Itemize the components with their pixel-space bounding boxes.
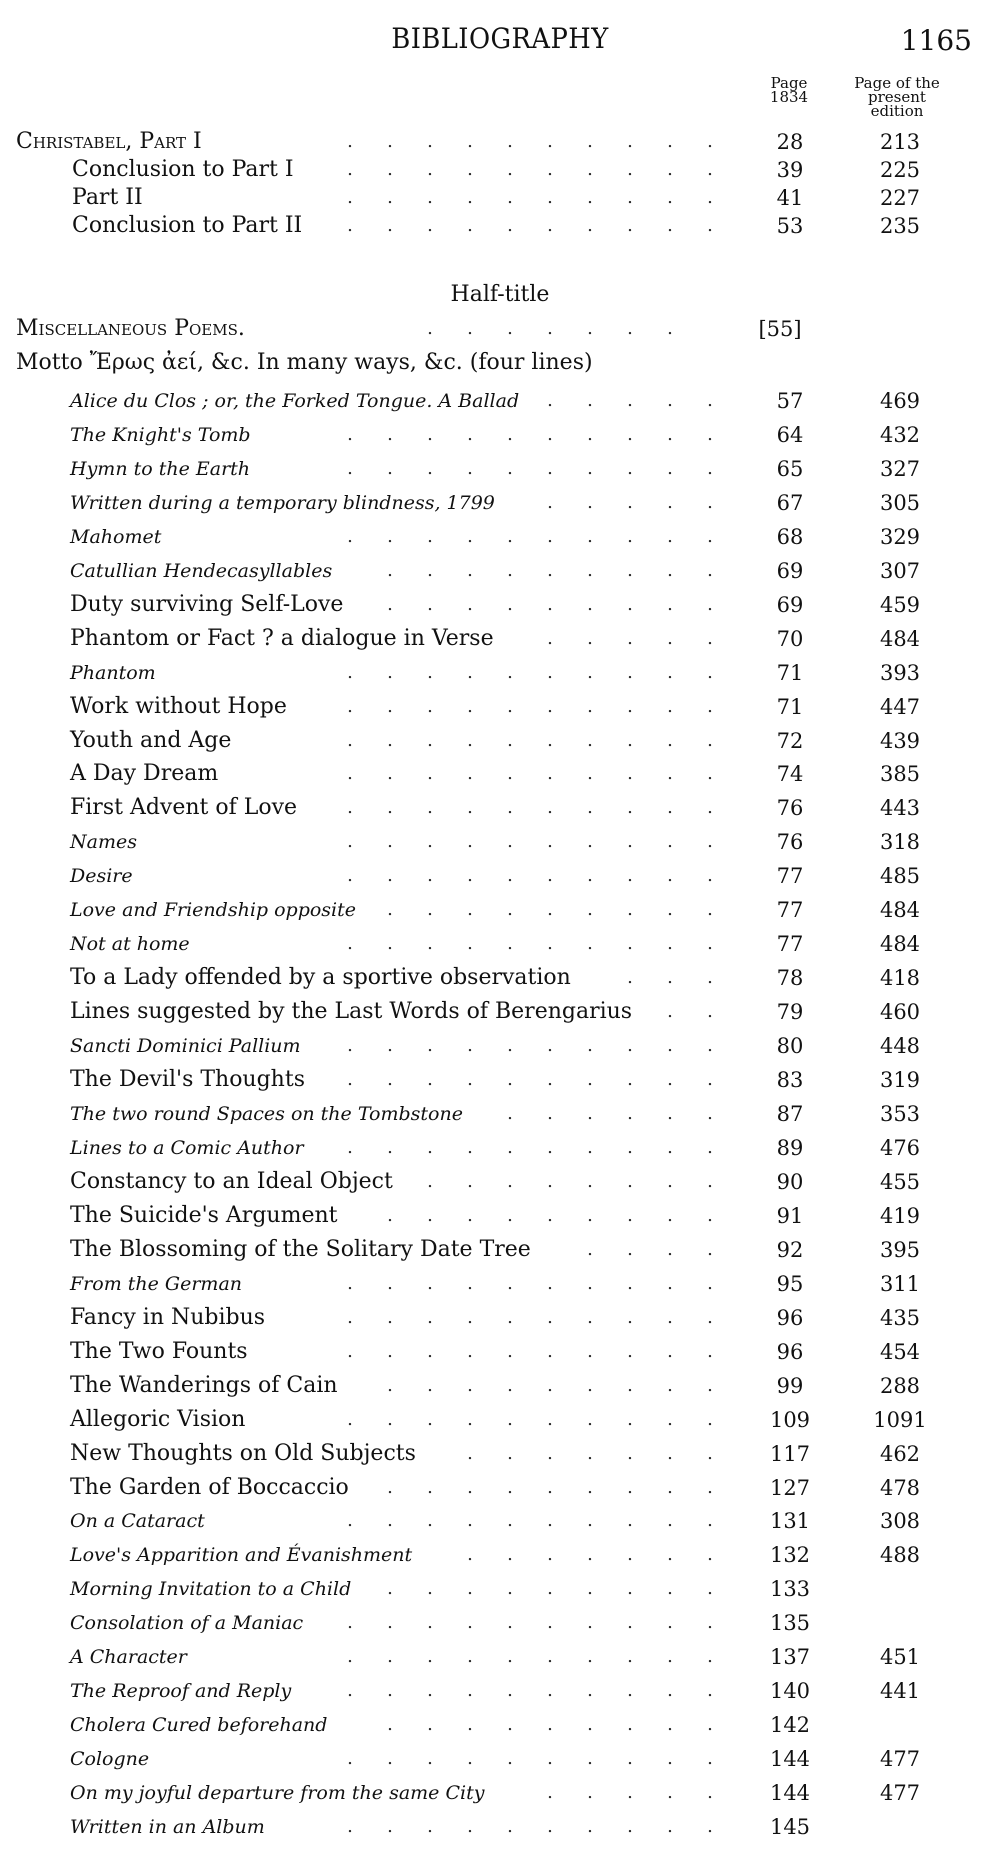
- page-present-edition: 451: [879, 1645, 921, 1669]
- section-half-title: Half-title: [450, 282, 550, 307]
- leader-dots: . . . . . . .: [427, 318, 673, 339]
- entry-title: The Garden of Boccaccio: [70, 1475, 349, 1500]
- page-1834: 127: [769, 1476, 811, 1500]
- page-present-edition: 443: [879, 796, 921, 820]
- page-present-edition: 484: [879, 898, 921, 922]
- leader-dots: . . . . . . . . . .: [347, 1748, 713, 1769]
- page-1834: 77: [776, 898, 804, 922]
- table-row: [0, 1201, 1000, 1231]
- page-1834: 68: [776, 525, 804, 549]
- table-row: [0, 1235, 1000, 1265]
- page-present-edition: 385: [879, 762, 921, 786]
- leader-dots: . . . . . . . . . .: [347, 215, 713, 236]
- table-row: [0, 1099, 1000, 1129]
- page-present-edition: 327: [879, 457, 921, 481]
- page-1834: 71: [776, 661, 804, 685]
- table-row: [0, 386, 1000, 416]
- table-row: [0, 1439, 1000, 1469]
- page-1834: 131: [769, 1509, 811, 1533]
- page-present-edition: 227: [879, 186, 921, 210]
- page-1834: 41: [776, 186, 804, 210]
- page-present-edition: 329: [879, 525, 921, 549]
- page-1834: 67: [776, 491, 804, 515]
- leader-dots: . . . . . . . . .: [387, 899, 713, 920]
- table-row: [0, 1065, 1000, 1095]
- table-row: [0, 1269, 1000, 1299]
- page-present-edition: 213: [879, 130, 921, 154]
- page-present-edition: 395: [879, 1238, 921, 1262]
- page-present-edition: 477: [879, 1747, 921, 1771]
- leader-dots: . . . . . . . . . .: [347, 831, 713, 852]
- leader-dots: . . . . . . . . . .: [347, 730, 713, 751]
- page-present-edition: 460: [879, 1000, 921, 1024]
- page-1834: 80: [776, 1034, 804, 1058]
- table-row: [0, 590, 1000, 620]
- page-1834: 142: [769, 1713, 811, 1737]
- entry-title: Constancy to an Ideal Object: [70, 1169, 393, 1194]
- leader-dots: . .: [667, 1001, 713, 1022]
- table-row: [0, 1473, 1000, 1503]
- leader-dots: . . . . . . . . . .: [347, 1273, 713, 1294]
- page-number: 1165: [900, 24, 972, 57]
- page-1834: 79: [776, 1000, 804, 1024]
- page-1834: 57: [776, 389, 804, 413]
- section-heading-row: [0, 314, 1000, 344]
- page-1834: 76: [776, 830, 804, 854]
- page-present-edition: 476: [879, 1136, 921, 1160]
- leader-dots: . . . . . . . . . .: [347, 1510, 713, 1531]
- entry-title: The Suicide's Argument: [70, 1203, 338, 1228]
- page-present-edition: 448: [879, 1034, 921, 1058]
- table-row: [0, 963, 1000, 993]
- page-present-edition: 459: [879, 593, 921, 617]
- page-1834: 72: [776, 729, 804, 753]
- page-present-edition: 235: [879, 214, 921, 238]
- table-row: [0, 556, 1000, 586]
- leader-dots: . . . . . . . . . .: [347, 865, 713, 886]
- page-1834: 77: [776, 864, 804, 888]
- leader-dots: . . . . . . . . . .: [347, 187, 713, 208]
- entry-title: Phantom: [70, 662, 156, 684]
- entry-title: Names: [70, 831, 137, 853]
- leader-dots: . . . . . . . . . .: [347, 526, 713, 547]
- page-present-edition: 455: [879, 1170, 921, 1194]
- table-row: [0, 1540, 1000, 1570]
- page-present-edition: 469: [879, 389, 921, 413]
- leader-dots: . . . . . . . . . .: [347, 1409, 713, 1430]
- table-row: [0, 211, 1000, 241]
- leader-dots: . . . . .: [547, 628, 713, 649]
- entry-title: Consolation of a Maniac: [70, 1612, 304, 1634]
- table-row: [0, 997, 1000, 1027]
- leader-dots: . . . . . . . . .: [387, 560, 713, 581]
- page-present-edition: 305: [879, 491, 921, 515]
- entry-title: Phantom or Fact ? a dialogue in Verse: [70, 626, 494, 651]
- page-present-edition: 353: [879, 1102, 921, 1126]
- entry-title: A Day Dream: [70, 761, 219, 786]
- page-present-edition: 447: [879, 695, 921, 719]
- entry-title: Youth and Age: [70, 728, 232, 753]
- table-row: [0, 658, 1000, 688]
- table-row: [0, 692, 1000, 722]
- page-present-edition: 435: [879, 1306, 921, 1330]
- leader-dots: . . . . . . . . .: [387, 1578, 713, 1599]
- page-present-edition: 225: [879, 158, 921, 182]
- page-present-edition: 477: [879, 1781, 921, 1805]
- entry-title: The Knight's Tomb: [70, 424, 251, 446]
- leader-dots: . . . . .: [547, 492, 713, 513]
- table-row: [0, 624, 1000, 654]
- entry-title: Not at home: [70, 933, 190, 955]
- leader-dots: . . . . . . . .: [427, 1171, 713, 1192]
- column-header-page-present: Page of the present edition: [854, 74, 940, 120]
- entry-title: The Wanderings of Cain: [70, 1373, 338, 1398]
- page-1834: 144: [769, 1747, 811, 1771]
- page-1834: 70: [776, 627, 804, 651]
- leader-dots: . . . . . . . . . .: [347, 1680, 713, 1701]
- leader-dots: . . . . . . . . .: [387, 1205, 713, 1226]
- leader-dots: . . . . . . . . . .: [347, 1307, 713, 1328]
- entry-title: Love's Apparition and Évanishment: [70, 1544, 413, 1566]
- page-1834: 64: [776, 423, 804, 447]
- leader-dots: . . . . . . . . . .: [347, 662, 713, 683]
- leader-dots: . . . . . . . . .: [387, 594, 713, 615]
- page-1834: 71: [776, 695, 804, 719]
- motto-line: Motto Ἔρως ἀεί, &c. In many ways, &c. (four lines): [16, 350, 593, 375]
- leader-dots: . . . . . . . . . .: [347, 1612, 713, 1633]
- table-row: [0, 1812, 1000, 1842]
- page-present-edition: 439: [879, 729, 921, 753]
- table-row: [0, 929, 1000, 959]
- page-1834: 96: [776, 1340, 804, 1364]
- page-1834: 69: [776, 593, 804, 617]
- leader-dots: . . . . . . . . . .: [347, 797, 713, 818]
- page-present-edition: 484: [879, 627, 921, 651]
- page-1834: 74: [776, 762, 804, 786]
- table-row: [0, 183, 1000, 213]
- table-row: [0, 1744, 1000, 1774]
- leader-dots: . . . . . . . . . .: [347, 696, 713, 717]
- table-row: [0, 1642, 1000, 1672]
- page-1834: 140: [769, 1679, 811, 1703]
- entry-title: Part II: [72, 185, 143, 210]
- entry-title: Christabel, Part I: [16, 129, 202, 154]
- leader-dots: . . . . . . . . . .: [347, 1137, 713, 1158]
- table-row: [0, 420, 1000, 450]
- entry-title: On a Cataract: [70, 1510, 205, 1532]
- table-row: [0, 1710, 1000, 1740]
- entry-title: The Reproof and Reply: [70, 1680, 292, 1702]
- leader-dots: . . . . . . . . . .: [347, 933, 713, 954]
- entry-title: New Thoughts on Old Subjects: [70, 1441, 416, 1466]
- page-present-edition: 488: [879, 1543, 921, 1567]
- page-1834: 95: [776, 1272, 804, 1296]
- table-row: [0, 488, 1000, 518]
- leader-dots: . . . . . . . . . .: [347, 1816, 713, 1837]
- table-row: [0, 895, 1000, 925]
- page-1834: 109: [769, 1408, 811, 1432]
- leader-dots: . . . . . . . . .: [387, 1477, 713, 1498]
- page-present-edition: 311: [879, 1272, 921, 1296]
- page-1834: 78: [776, 966, 804, 990]
- page-1834: 76: [776, 796, 804, 820]
- table-row: [0, 1608, 1000, 1638]
- table-row: [0, 1133, 1000, 1163]
- entry-title: Conclusion to Part I: [72, 157, 294, 182]
- entry-title: Hymn to the Earth: [70, 458, 251, 480]
- leader-dots: . . . . . . . . .: [387, 1375, 713, 1396]
- table-row: [0, 759, 1000, 789]
- table-row: [0, 1031, 1000, 1061]
- page-1834: 99: [776, 1374, 804, 1398]
- page-1834: 92: [776, 1238, 804, 1262]
- page-1834: 132: [769, 1543, 811, 1567]
- page-present-edition: 319: [879, 1068, 921, 1092]
- table-row: [0, 1371, 1000, 1401]
- page-1834: 137: [769, 1645, 811, 1669]
- page-present-edition: 418: [879, 966, 921, 990]
- page-1834: 144: [769, 1781, 811, 1805]
- page-1834: 133: [769, 1577, 811, 1601]
- entry-title: Mahomet: [70, 526, 162, 548]
- page-1834: 39: [776, 158, 804, 182]
- entry-title: Catullian Hendecasyllables: [70, 560, 333, 582]
- leader-dots: . . .: [627, 967, 713, 988]
- entry-title: The two round Spaces on the Tombstone: [70, 1103, 463, 1125]
- entry-title: Alice du Clos ; or, the Forked Tongue. A Ballad: [70, 390, 520, 412]
- table-row: [0, 127, 1000, 157]
- entry-title: Cholera Cured beforehand: [70, 1714, 328, 1736]
- entry-title: From the German: [70, 1273, 243, 1295]
- leader-dots: . . . .: [587, 1239, 713, 1260]
- entry-title: Fancy in Nubibus: [70, 1305, 266, 1330]
- table-row: [0, 1167, 1000, 1197]
- entry-title: Sancti Dominici Pallium: [70, 1035, 301, 1057]
- entry-title: First Advent of Love: [70, 795, 298, 820]
- page-present-edition: 478: [879, 1476, 921, 1500]
- table-row: [0, 1506, 1000, 1536]
- leader-dots: . . . . . . . . . .: [347, 1341, 713, 1362]
- table-row: [0, 454, 1000, 484]
- entry-title: The Blossoming of the Solitary Date Tree: [70, 1237, 531, 1262]
- page-present-edition: 432: [879, 423, 921, 447]
- page-1834: 145: [769, 1815, 811, 1839]
- leader-dots: . . . . . . . . . .: [347, 131, 713, 152]
- entry-title: Lines suggested by the Last Words of Berengarius: [70, 999, 633, 1024]
- page-present-edition: 1091: [873, 1408, 927, 1432]
- entry-title: A Character: [70, 1646, 187, 1668]
- page-present-edition: 454: [879, 1340, 921, 1364]
- page-title: BIBLIOGRAPHY: [391, 22, 609, 55]
- page-present-edition: 484: [879, 932, 921, 956]
- page-1834: 135: [769, 1611, 811, 1635]
- page-1834: 53: [776, 214, 804, 238]
- page-1834: 96: [776, 1306, 804, 1330]
- table-row: [0, 1405, 1000, 1435]
- leader-dots: . . . . . . . . . .: [347, 763, 713, 784]
- page-1834: [55]: [758, 317, 802, 341]
- table-row: [0, 1574, 1000, 1604]
- entry-title: Morning Invitation to a Child: [70, 1578, 352, 1600]
- page-1834: 69: [776, 559, 804, 583]
- table-row: [0, 827, 1000, 857]
- table-row: [0, 793, 1000, 823]
- page-present-edition: 318: [879, 830, 921, 854]
- page-1834: 117: [769, 1442, 811, 1466]
- page-present-edition: 288: [879, 1374, 921, 1398]
- page-present-edition: 462: [879, 1442, 921, 1466]
- page-1834: 65: [776, 457, 804, 481]
- leader-dots: . . . . .: [547, 1782, 713, 1803]
- entry-title: Love and Friendship opposite: [70, 899, 357, 921]
- page-present-edition: 308: [879, 1509, 921, 1533]
- entry-title: Written during a temporary blindness, 1799: [70, 492, 495, 514]
- table-row: [0, 1778, 1000, 1808]
- entry-title: The Devil's Thoughts: [70, 1067, 305, 1092]
- page-present-edition: 441: [879, 1679, 921, 1703]
- entry-title: Lines to a Comic Author: [70, 1137, 304, 1159]
- leader-dots: . . . . . . . . . .: [347, 424, 713, 445]
- leader-dots: . . . . . . . . . .: [347, 1646, 713, 1667]
- leader-dots: . . . . .: [547, 390, 713, 411]
- table-row: [0, 522, 1000, 552]
- section-heading: Miscellaneous Poems.: [16, 316, 245, 341]
- page-1834: 87: [776, 1102, 804, 1126]
- leader-dots: . . . . . . . . .: [387, 1714, 713, 1735]
- leader-dots: . . . . . . . . . .: [347, 1035, 713, 1056]
- page-present-edition: 419: [879, 1204, 921, 1228]
- entry-title: Written in an Album: [70, 1816, 265, 1838]
- entry-title: Cologne: [70, 1748, 150, 1770]
- leader-dots: . . . . . . .: [467, 1544, 713, 1565]
- entry-title: The Two Founts: [70, 1339, 248, 1364]
- entry-title: Allegoric Vision: [70, 1407, 246, 1432]
- page-present-edition: 307: [879, 559, 921, 583]
- table-row: [0, 155, 1000, 185]
- page-1834: 77: [776, 932, 804, 956]
- entry-title: Work without Hope: [70, 694, 287, 719]
- leader-dots: . . . . . . . . . .: [347, 159, 713, 180]
- leader-dots: . . . . . . .: [467, 1443, 713, 1464]
- leader-dots: . . . . . . . . . .: [347, 1069, 713, 1090]
- table-row: [0, 726, 1000, 756]
- page-present-edition: 393: [879, 661, 921, 685]
- table-row: [0, 1303, 1000, 1333]
- leader-dots: . . . . . .: [507, 1103, 713, 1124]
- table-row: [0, 861, 1000, 891]
- entry-title: Desire: [70, 865, 133, 887]
- page-1834: 28: [776, 130, 804, 154]
- page-1834: 90: [776, 1170, 804, 1194]
- entry-title: On my joyful departure from the same City: [70, 1782, 485, 1804]
- page-1834: 89: [776, 1136, 804, 1160]
- entry-title: Conclusion to Part II: [72, 213, 303, 238]
- page-present-edition: 485: [879, 864, 921, 888]
- table-row: [0, 1337, 1000, 1367]
- leader-dots: . . . . . . . . . .: [347, 458, 713, 479]
- entry-title: Duty surviving Self-Love: [70, 592, 344, 617]
- column-header-page-1834: Page 1834: [769, 74, 809, 106]
- entry-title: To a Lady offended by a sportive observation: [70, 965, 571, 990]
- page-1834: 91: [776, 1204, 804, 1228]
- page-1834: 83: [776, 1068, 804, 1092]
- table-row: [0, 1676, 1000, 1706]
